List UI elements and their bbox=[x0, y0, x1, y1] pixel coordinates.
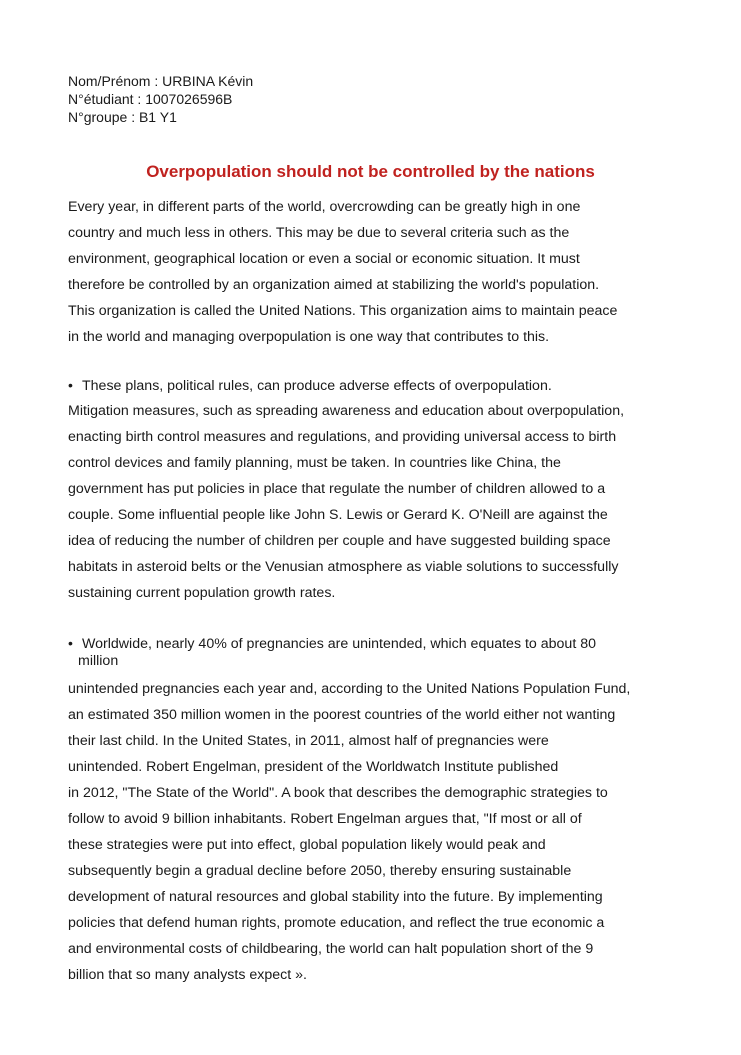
bullet-icon: • bbox=[68, 377, 73, 393]
paragraph-1-line: therefore be controlled by an organization aimed at stabilizing the world's population. bbox=[68, 277, 600, 293]
paragraph-2-first-line bbox=[68, 376, 552, 395]
student-number-line: N°étudiant : 1007026596B bbox=[68, 91, 233, 107]
paragraph-2-line: enacting birth control measures and regulations, and providing universal access to birth bbox=[68, 429, 617, 445]
paragraph-3-line: unintended pregnancies each year and, according to the United Nations Population Fund, bbox=[68, 681, 631, 697]
paragraph-3-line: unintended. Robert Engelman, president of the Worldwatch Institute published bbox=[68, 759, 559, 775]
paragraph-2-line: idea of reducing the number of children per couple and have suggested building space bbox=[68, 533, 611, 549]
paragraph-2-line: control devices and family planning, must be taken. In countries like China, the bbox=[68, 455, 561, 471]
paragraph-2-line: habitats in asteroid belts or the Venusian atmosphere as viable solutions to successfully bbox=[68, 559, 619, 575]
paragraph-1-line: in the world and managing overpopulation is one way that contributes to this. bbox=[68, 329, 550, 345]
paragraph-3-line: development of natural resources and global stability into the future. By implementing bbox=[68, 889, 603, 905]
paragraph-3-line: an estimated 350 million women in the poorest countries of the world either not wanting bbox=[68, 707, 616, 723]
paragraph-1-line: Every year, in different parts of the world, overcrowding can be greatly high in one bbox=[68, 199, 581, 215]
paragraph-3-line: their last child. In the United States, in 2011, almost half of pregnancies were bbox=[68, 733, 549, 749]
paragraph-3-line: billion that so many analysts expect ». bbox=[68, 967, 307, 983]
paragraph-1-line: country and much less in others. This may be due to several criteria such as the bbox=[68, 225, 570, 241]
paragraph-3-line: policies that defend human rights, promote education, and reflect the true economic a bbox=[68, 915, 605, 931]
paragraph-2-line: sustaining current population growth rates. bbox=[68, 585, 336, 601]
bullet-icon: • bbox=[68, 635, 73, 651]
paragraph-3-first-text: Worldwide, nearly 40% of pregnancies are unintended, which equates to about 80 bbox=[82, 636, 596, 652]
essay-title: Overpopulation should not be controlled by the nations bbox=[146, 162, 595, 181]
name-line: Nom/Prénom : URBINA Kévin bbox=[68, 73, 254, 89]
paragraph-2-first-text: These plans, political rules, can produce adverse effects of overpopulation. bbox=[82, 378, 552, 394]
paragraph-2-line: Mitigation measures, such as spreading awareness and education about overpopulation, bbox=[68, 403, 625, 419]
paragraph-1-line: This organization is called the United Nations. This organization aims to maintain peace bbox=[68, 303, 618, 319]
paragraph-3-line: and environmental costs of childbearing, the world can halt population short of the 9 bbox=[68, 941, 594, 957]
paragraph-3-line: these strategies were put into effect, global population likely would peak and bbox=[68, 837, 546, 853]
student-header bbox=[68, 72, 253, 126]
paragraph-3-line: follow to avoid 9 billion inhabitants. Robert Engelman argues that, "If most or all of bbox=[68, 811, 582, 827]
paragraph-2-line: government has put policies in place that regulate the number of children allowed to a bbox=[68, 481, 606, 497]
paragraph-1-line: environment, geographical location or even a social or economic situation. It must bbox=[68, 251, 580, 267]
paragraph-3-first-line bbox=[68, 634, 596, 653]
group-line: N°groupe : B1 Y1 bbox=[68, 109, 177, 125]
paragraph-3-line: subsequently begin a gradual decline before 2050, thereby ensuring sustainable bbox=[68, 863, 572, 879]
paragraph-3-line: in 2012, "The State of the World". A book that describes the demographic strategies to bbox=[68, 785, 608, 801]
paragraph-3-wrap: million bbox=[78, 653, 119, 669]
paragraph-2-line: couple. Some influential people like John S. Lewis or Gerard K. O'Neill are against the bbox=[68, 507, 608, 523]
